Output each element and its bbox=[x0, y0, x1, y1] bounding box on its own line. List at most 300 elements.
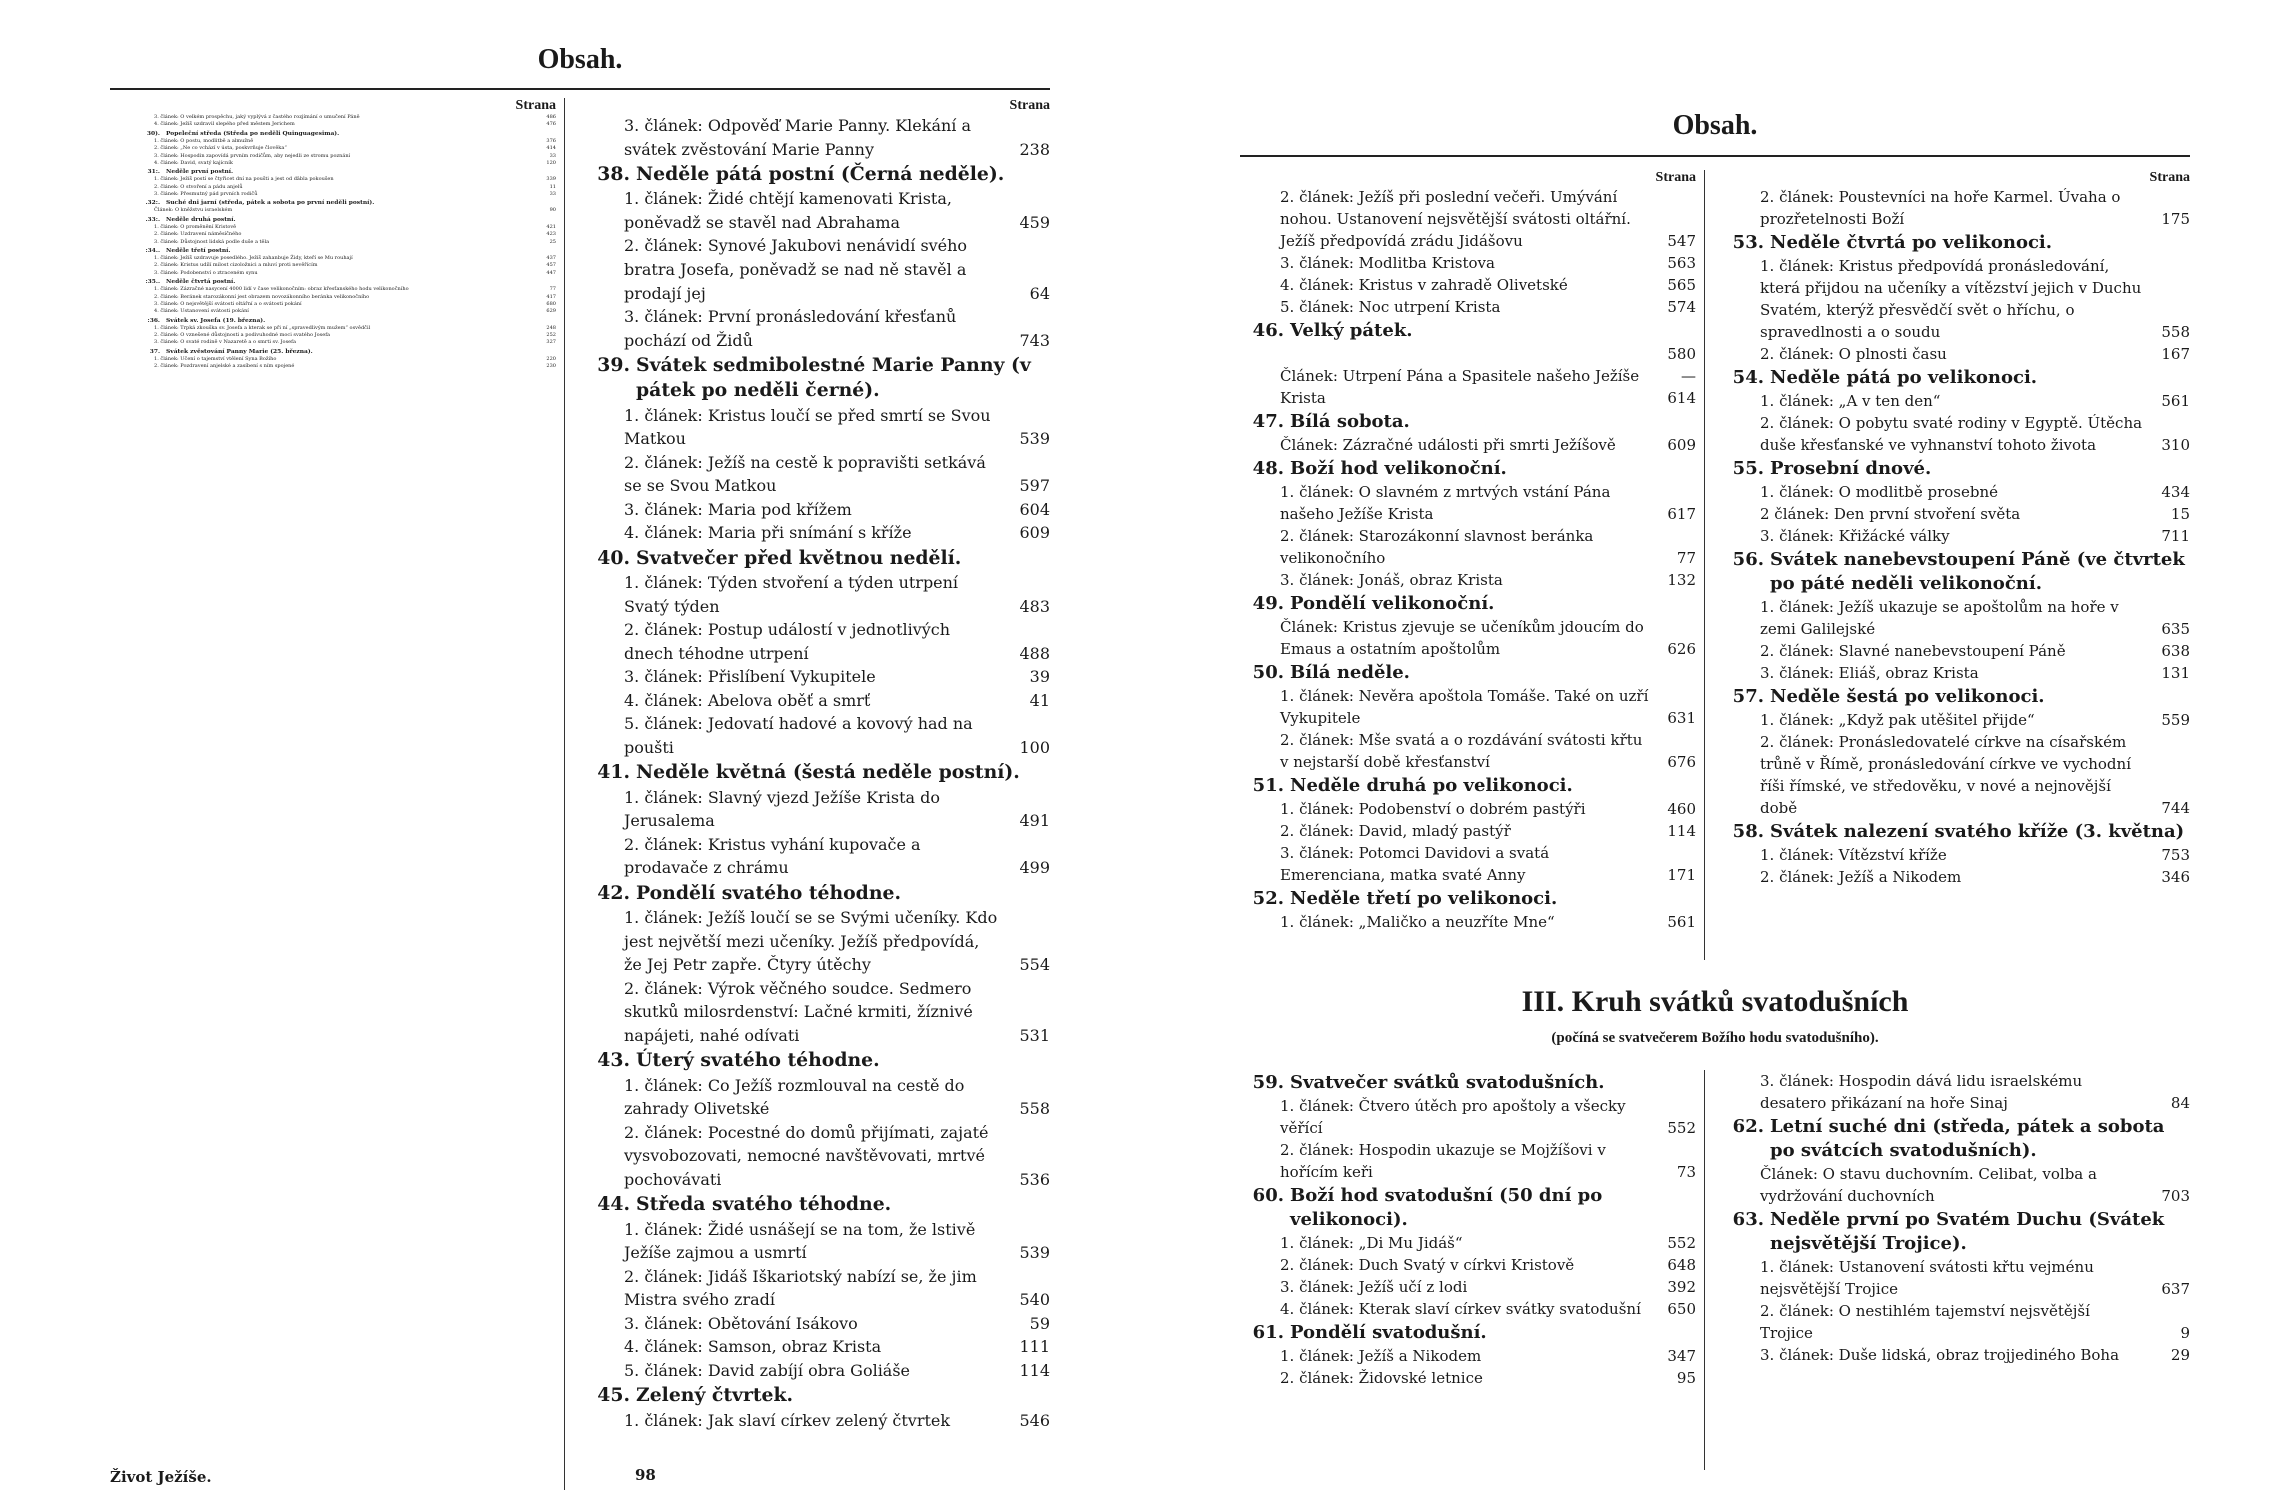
toc-entry bbox=[1240, 252, 1696, 274]
toc-entry bbox=[580, 404, 1050, 451]
section-title: Boží hod svatodušní (50 dní po velikonoci). bbox=[1290, 1185, 1603, 1230]
entry-title: 2. článek: Beránek starozákonní jest obrazem novozákonního beránka velikonočního bbox=[154, 293, 370, 300]
section-title: Prosební dnové. bbox=[1770, 458, 1932, 479]
section-number: 31:. bbox=[147, 168, 160, 176]
entry-title: 1. článek: Ježíš a Nikodem bbox=[1280, 1347, 1482, 1365]
entry-page-number: 483 bbox=[1019, 596, 1050, 616]
entry-title: 1. článek: Nevěra apoštola Tomáše. Také on uzří Vykupitele bbox=[1280, 687, 1649, 727]
entry-page-number: 392 bbox=[1667, 1278, 1696, 1296]
entry-title: 1. článek: Kristus předpovídá pronásledování, která přijdou na učeníky a vítězství jejich v Duchu Svatém, kterýž přesvědčí svět o hříchu, o spravedlnosti a o soudu bbox=[1760, 257, 2142, 341]
section-number: 48. bbox=[1252, 458, 1284, 479]
toc-entry bbox=[1720, 1070, 2190, 1114]
entry-page-number: 626 bbox=[1667, 640, 1696, 658]
toc-entry bbox=[580, 1409, 1050, 1433]
toc-entry bbox=[1720, 412, 2190, 456]
entry-title: 2. článek: Pronásledovatelé církve na císařském trůně v Římě, pronásledování církve ve vychodní říši římské, ve středověku, v nové a nejnovější době bbox=[1760, 733, 2131, 817]
toc-entry bbox=[580, 906, 1050, 977]
entry-page-number: 558 bbox=[2161, 323, 2190, 341]
entry-title: 3. článek: Modlitba Kristova bbox=[1280, 254, 1495, 272]
section-number: 59. bbox=[1252, 1072, 1284, 1093]
section-number: :35.. bbox=[145, 278, 160, 286]
toc-entry bbox=[110, 145, 556, 152]
toc-entry bbox=[110, 286, 556, 293]
entry-page-number: 114 bbox=[1019, 1360, 1050, 1380]
toc-entry bbox=[110, 160, 556, 167]
section-number: 50. bbox=[1252, 662, 1284, 683]
entry-title: 4. článek: Samson, obraz Krista bbox=[624, 1337, 882, 1357]
entry-page-number: 171 bbox=[1667, 866, 1696, 884]
entry-title: 2. článek: Mše svatá a o rozdávání svátosti křtu v nejstarší době křesťanství bbox=[1280, 731, 1643, 771]
entry-page-number: 559 bbox=[2161, 711, 2190, 729]
entry-title: 1. článek: „A v ten den“ bbox=[1760, 392, 1941, 410]
entry-page-number: 447 bbox=[546, 269, 556, 276]
toc-entry bbox=[580, 521, 1050, 545]
section-heading bbox=[1240, 661, 1696, 685]
entry-title: 2. článek: O vznešené důstojnosti a podivuhodné moci svatého Josefa bbox=[154, 332, 331, 339]
entry-title: 2. článek: Kristus udílí milost cizoložnici a mluví proti nevěřícím bbox=[154, 262, 318, 269]
toc-entry bbox=[580, 498, 1050, 522]
page-number: 98 bbox=[635, 1466, 656, 1484]
entry-title: 4. článek: Kterak slaví církev svátky svatodušní bbox=[1280, 1300, 1641, 1318]
entry-page-number: 536 bbox=[1019, 1169, 1050, 1189]
entry-title: 3. článek: O nejsvětější svátosti oltářní a o svátosti pokání bbox=[154, 300, 302, 307]
section-title: Svátek sedmibolestné Marie Panny (v pátek po neděli černé). bbox=[636, 354, 1031, 402]
toc-entry bbox=[1720, 640, 2190, 662]
entry-page-number: 743 bbox=[1019, 330, 1050, 350]
section-heading bbox=[580, 1383, 1050, 1408]
toc-entry bbox=[1720, 1344, 2190, 1366]
section-number: 54. bbox=[1732, 367, 1764, 388]
section-title: Neděle pátá po velikonoci. bbox=[1770, 367, 2038, 388]
toc-entry bbox=[1240, 1232, 1696, 1254]
entry-page-number: 100 bbox=[1019, 737, 1050, 757]
entry-title: 1. článek: „Maličko a neuzříte Mne“ bbox=[1280, 913, 1555, 931]
section-title: Neděle pátá postní (Černá neděle). bbox=[636, 163, 1005, 186]
toc-entry bbox=[1240, 842, 1696, 886]
entry-page-number: 77 bbox=[1676, 549, 1696, 567]
entry-page-number: 539 bbox=[1019, 429, 1050, 449]
section-title: Neděle druhá postní. bbox=[166, 215, 236, 223]
toc-entry bbox=[580, 786, 1050, 833]
toc-entry bbox=[1240, 1345, 1696, 1367]
entry-title: 2. článek: Jidáš Iškariotský nabízí se, že jim Mistra svého zradí bbox=[624, 1266, 977, 1310]
toc-entry bbox=[1240, 1139, 1696, 1183]
entry-title: 1. článek: Ježíš loučí se se Svými učeníky. Kdo jest největší mezi učeníky. Ježíš předpovídá, že Jej Petr zapře. Čtyry útěchy bbox=[624, 908, 998, 975]
entry-title: 1. článek: O modlitbě prosebné bbox=[1760, 483, 1998, 501]
section-title: Svátek sv. Josefa (19. března). bbox=[166, 316, 266, 324]
entry-page-number: 95 bbox=[1676, 1369, 1696, 1387]
toc-column-right-4 bbox=[1720, 1070, 2190, 1366]
section-heading bbox=[1240, 1071, 1696, 1095]
toc-column-left-1 bbox=[110, 98, 565, 1490]
entry-title: 1. článek: „Di Mu Jidáš“ bbox=[1280, 1234, 1463, 1252]
section-heading bbox=[1720, 1208, 2190, 1256]
section-heading bbox=[1240, 774, 1696, 798]
toc-entry bbox=[580, 187, 1050, 234]
section-heading bbox=[580, 760, 1050, 785]
entry-title: 2. článek: Ježíš při poslední večeři. Umývání nohou. Ustanovení nejsvětější svátosti oltářní. Ježíš předpovídá zrádu Jidášovu bbox=[1280, 188, 1631, 250]
toc-entry bbox=[580, 234, 1050, 305]
toc-entry bbox=[1240, 1254, 1696, 1276]
toc-entry bbox=[110, 153, 556, 160]
entry-title: 1. článek: Ustanovení svátosti křtu vejménu nejsvětější Trojice bbox=[1760, 1258, 2094, 1298]
toc-entry bbox=[580, 1335, 1050, 1359]
running-head-left: Obsah. bbox=[537, 44, 623, 75]
entry-title: 2. článek: Hospodin ukazuje se Mojžíšovi v hořícím keři bbox=[1280, 1141, 1606, 1181]
entry-page-number: 561 bbox=[1667, 913, 1696, 931]
entry-title: 5. článek: Noc utrpení Krista bbox=[1280, 298, 1501, 316]
toc-entry bbox=[1720, 709, 2190, 731]
entry-page-number: 230 bbox=[546, 363, 556, 370]
entry-page-number: 580—614 bbox=[1667, 345, 1696, 407]
toc-entry bbox=[1720, 866, 2190, 888]
entry-page-number: 680 bbox=[546, 300, 556, 307]
toc-entry bbox=[1240, 343, 1696, 409]
entry-page-number: 711 bbox=[2161, 527, 2190, 545]
entry-title: 1. článek: Zázračné nasycení 4000 lidí v čase velikonočním: obraz křesťanského hodu velikonočního bbox=[154, 286, 409, 293]
toc-entry bbox=[1240, 729, 1696, 773]
section-title: Zelený čtvrtek. bbox=[636, 1384, 794, 1407]
entry-page-number: 635 bbox=[2161, 620, 2190, 638]
section-title: Bílá sobota. bbox=[1290, 411, 1410, 432]
entry-title: 2. článek: Ježíš a Nikodem bbox=[1760, 868, 1962, 886]
entry-title: 1. článek: Slavný vjezd Ježíše Krista do Jerusalema bbox=[624, 787, 940, 831]
entry-page-number: 252 bbox=[546, 332, 556, 339]
toc-entry bbox=[580, 1074, 1050, 1121]
entry-title: 3. článek: Hospodin dává lidu israelskému desatero přikázaní na hoře Sinaj bbox=[1760, 1072, 2083, 1112]
toc-entry bbox=[110, 262, 556, 269]
entry-title: 1. článek: O slavném z mrtvých vstání Pána našeho Ježíše Krista bbox=[1280, 483, 1611, 523]
toc-entry bbox=[110, 308, 556, 315]
section-number: 53. bbox=[1732, 232, 1764, 253]
entry-title: 3. článek: Duše lidská, obraz trojjediného Boha bbox=[1760, 1346, 2120, 1364]
section-number: 55. bbox=[1732, 458, 1764, 479]
toc-entry bbox=[1720, 731, 2190, 819]
section-heading bbox=[580, 353, 1050, 404]
toc-entry bbox=[580, 712, 1050, 759]
entry-page-number: 29 bbox=[2170, 1346, 2190, 1364]
entry-page-number: 131 bbox=[2161, 664, 2190, 682]
section-title: Boží hod velikonoční. bbox=[1290, 458, 1507, 479]
section-number: .32:. bbox=[145, 199, 160, 207]
entry-page-number: 552 bbox=[1667, 1234, 1696, 1252]
toc-entry bbox=[110, 270, 556, 277]
entry-page-number: 111 bbox=[1019, 1337, 1050, 1357]
section-title: Popeleční středa (Středa po neděli Quinguagesima). bbox=[166, 129, 340, 137]
toc-entry bbox=[110, 231, 556, 238]
entry-page-number: 676 bbox=[1667, 753, 1696, 771]
toc-entry bbox=[1720, 525, 2190, 547]
section-title: Letní suché dni (středa, pátek a sobota po svátcích svatodušních). bbox=[1770, 1116, 2165, 1161]
entry-page-number: 25 bbox=[549, 238, 556, 245]
left-page bbox=[110, 0, 1050, 1500]
toc-entry bbox=[110, 363, 556, 370]
section-heading bbox=[1720, 366, 2190, 390]
header-rule bbox=[1240, 155, 2190, 157]
toc-entry bbox=[1720, 596, 2190, 640]
entry-page-number: 459 bbox=[1019, 212, 1050, 232]
entry-title: 2. článek: Výrok věčného soudce. Sedmero skutků milosrdenství: Lačné krmiti, žíznivé napájeti, nahé odívati bbox=[624, 978, 973, 1045]
entry-title: 1. článek: Židé chtějí kamenovati Krista, poněvadž se stavěl nad Abrahama bbox=[624, 189, 952, 232]
entry-page-number: 84 bbox=[2170, 1094, 2190, 1112]
entry-title: 1. článek: Ježíš postí se čtyřicet dní na poušti a jest od ďábla pokoušen bbox=[154, 176, 334, 183]
running-head-right: Obsah. bbox=[1672, 110, 1758, 141]
entry-title: 3. článek: O svaté rodině v Nazaretě a o smrti sv. Josefa bbox=[154, 339, 296, 346]
section-title: Neděle šestá po velikonoci. bbox=[1770, 686, 2045, 707]
entry-page-number: 33 bbox=[549, 191, 556, 198]
entry-title: 2. článek: Židovské letnice bbox=[1280, 1369, 1483, 1387]
section-title: Neděle druhá po velikonoci. bbox=[1290, 775, 1573, 796]
entry-page-number: 114 bbox=[1667, 822, 1696, 840]
toc-entry bbox=[1240, 911, 1696, 933]
toc-entry bbox=[110, 339, 556, 346]
entry-title: 2. článek: „Ne co vchází v ústa, poskvrňuje člověka“ bbox=[154, 145, 287, 152]
toc-entry bbox=[110, 184, 556, 191]
toc-entry bbox=[580, 833, 1050, 880]
entry-title: 3. článek: Jonáš, obraz Krista bbox=[1280, 571, 1503, 589]
toc-entry bbox=[110, 207, 556, 214]
entry-page-number: 574 bbox=[1667, 298, 1696, 316]
section-number: 46. bbox=[1252, 320, 1284, 341]
footer-signature: Život Ježíše. bbox=[110, 1468, 212, 1486]
section-number: 39. bbox=[597, 354, 630, 377]
entry-page-number: 414 bbox=[546, 145, 556, 152]
toc-entry bbox=[1240, 296, 1696, 318]
entry-title: 1. článek: Jak slaví církev zelený čtvrtek bbox=[624, 1410, 951, 1430]
entry-page-number: 376 bbox=[546, 137, 556, 144]
entry-title: 1. článek: Vítězství kříže bbox=[1760, 846, 1947, 864]
entry-page-number: 73 bbox=[1676, 1163, 1696, 1181]
entry-page-number: 120 bbox=[546, 159, 556, 166]
toc-entry bbox=[1240, 798, 1696, 820]
entry-title: 3. článek: První pronásledování křesťanů pochází od Židů bbox=[624, 307, 957, 350]
toc-entry bbox=[1240, 569, 1696, 591]
entry-page-number: 33 bbox=[549, 152, 556, 159]
entry-page-number: 346 bbox=[2161, 868, 2190, 886]
section-heading bbox=[1240, 319, 1696, 343]
toc-entry bbox=[1240, 820, 1696, 842]
toc-entry bbox=[580, 1359, 1050, 1383]
entry-title: 1. článek: Čtvero útěch pro apoštoly a všecky věřící bbox=[1280, 1097, 1626, 1137]
entry-title: 1. článek: Trpká zkouška sv. Josefa a kterak se při ní „spravedlivým mužem“ osvědčil bbox=[154, 324, 371, 331]
entry-title: 2. článek: Slavné nanebevstoupení Páně bbox=[1760, 642, 2066, 660]
entry-title: 2. článek: David, mladý pastýř bbox=[1280, 822, 1511, 840]
entry-title: 3. článek: Podobenství o ztraceném synu bbox=[154, 269, 258, 276]
entry-page-number: 486 bbox=[546, 114, 556, 120]
entry-page-number: 563 bbox=[1667, 254, 1696, 272]
section-number: 30). bbox=[146, 129, 160, 137]
entry-title: 4. článek: Ustanovení svátosti pokání bbox=[154, 308, 249, 315]
header-rule bbox=[110, 88, 1050, 90]
entry-page-number: 167 bbox=[2161, 345, 2190, 363]
entry-title: 1. článek: Učení o tajemství vtělení Syna Božího bbox=[154, 355, 277, 362]
section-heading bbox=[110, 216, 556, 224]
section-title: Pondělí svatodušní. bbox=[1290, 1322, 1487, 1343]
section-heading bbox=[1240, 887, 1696, 911]
section-heading bbox=[1240, 410, 1696, 434]
entry-title: 1. článek: Týden stvoření a týden utrpení Svatý týden bbox=[624, 573, 959, 616]
toc-entry bbox=[580, 114, 1050, 161]
entry-title: 2. článek: Postup událostí v jednotlivých dnech téhodne utrpení bbox=[624, 620, 951, 663]
section-heading bbox=[1720, 685, 2190, 709]
toc-entry bbox=[110, 325, 556, 332]
entry-page-number: 327 bbox=[546, 339, 556, 346]
entry-page-number: 238 bbox=[1019, 139, 1050, 159]
section-title: Suché dni jarní (středa, pátek a sobota po první neděli postní). bbox=[166, 199, 375, 207]
entry-page-number: 64 bbox=[1029, 283, 1050, 303]
toc-entry bbox=[580, 1265, 1050, 1312]
entry-title: 2. článek: Poustevníci na hoře Karmel. Úvaha o prozřetelnosti Boží bbox=[1760, 188, 2121, 228]
entry-page-number: 558 bbox=[1019, 1099, 1050, 1119]
section-heading bbox=[110, 278, 556, 286]
toc-entry bbox=[580, 1218, 1050, 1265]
entry-title: 4. článek: Ježíš uzdravil slepého před městem Jerichem bbox=[154, 121, 295, 128]
entry-title: 1. článek: Ježíš uzdravuje posedlého. Ježíš zahanbuje Židy, kteří se Mu rouhají bbox=[154, 255, 353, 261]
entry-title: 2. článek: O stvoření a pádu anjelů bbox=[154, 183, 243, 190]
toc-entry bbox=[110, 176, 556, 183]
toc-entry bbox=[1720, 255, 2190, 343]
entry-page-number: 609 bbox=[1019, 523, 1050, 543]
entry-title: 3. článek: Přislíbení Vykupitele bbox=[624, 667, 876, 687]
strana-label: Strana bbox=[2149, 170, 2190, 185]
section-number: 62. bbox=[1732, 1116, 1764, 1137]
entry-page-number: 310 bbox=[2161, 436, 2190, 454]
toc-entry bbox=[1720, 662, 2190, 684]
entry-title: Článek: O kněžstvu israelském bbox=[154, 207, 233, 214]
entry-title: 1. článek: Co Ježíš rozmlouval na cestě do zahrady Olivetské bbox=[624, 1075, 965, 1119]
section-heading bbox=[1720, 1115, 2190, 1163]
entry-title: Článek: O stavu duchovním. Celibat, volba a vydržování duchovních bbox=[1760, 1165, 2097, 1205]
entry-title: 2. článek: Starozákonní slavnost beránka velikonočního bbox=[1280, 527, 1594, 567]
section-number: 40. bbox=[597, 546, 630, 569]
section-number: 52. bbox=[1252, 888, 1284, 909]
section-title: Svatvečer svátků svatodušních. bbox=[1290, 1072, 1605, 1093]
toc-entry bbox=[580, 618, 1050, 665]
toc-entry bbox=[110, 294, 556, 301]
section-heading bbox=[1720, 548, 2190, 596]
entry-page-number: 77 bbox=[549, 286, 556, 293]
entry-title: 1. článek: O proměnění Kristově bbox=[154, 223, 237, 230]
entry-title: 5. článek: Jedovatí hadové a kovový had na poušti bbox=[624, 714, 973, 757]
toc-entry bbox=[580, 571, 1050, 618]
entry-title: 1. článek: „Když pak utěšitel přijde“ bbox=[1760, 711, 2035, 729]
entry-page-number: 617 bbox=[1667, 505, 1696, 523]
entry-page-number: 423 bbox=[546, 231, 556, 238]
section-number: 49. bbox=[1252, 593, 1284, 614]
section-title: Neděle čtvrtá postní. bbox=[166, 278, 236, 286]
toc-column-right-2 bbox=[1720, 170, 2190, 888]
entry-title: Článek: Kristus zjevuje se učeníkům jdoucím do Emaus a ostatním apoštolům bbox=[1280, 618, 1644, 658]
entry-page-number: 15 bbox=[2170, 505, 2190, 523]
toc-entry bbox=[580, 305, 1050, 352]
section-heading bbox=[1240, 1321, 1696, 1345]
toc-entry bbox=[1720, 343, 2190, 365]
section-number: 41. bbox=[597, 761, 630, 784]
entry-title: 3. článek: Eliáš, obraz Krista bbox=[1760, 664, 1979, 682]
toc-entry bbox=[1720, 1256, 2190, 1300]
entry-title: 4. článek: Maria při snímání s kříže bbox=[624, 523, 912, 543]
section-title: Svatvečer před květnou nedělí. bbox=[636, 546, 962, 569]
entry-page-number: 9 bbox=[2180, 1324, 2190, 1342]
section-title: Neděle čtvrtá po velikonoci. bbox=[1770, 232, 2053, 253]
section-title: Pondělí svatého téhodne. bbox=[636, 881, 901, 904]
entry-page-number: 703 bbox=[2161, 1187, 2190, 1205]
toc-entry bbox=[580, 451, 1050, 498]
section-heading bbox=[1240, 457, 1696, 481]
section-title: Svátek nanebevstoupení Páně (ve čtvrtek po páté neděli velikonoční. bbox=[1770, 549, 2185, 594]
toc-entry bbox=[1720, 1163, 2190, 1207]
section-number: 43. bbox=[597, 1049, 630, 1072]
entry-title: 2. článek: O pobytu svaté rodiny v Egyptě. Útěcha duše křesťanské ve vyhnanství tohoto života bbox=[1760, 414, 2143, 454]
entry-page-number: 629 bbox=[546, 308, 556, 315]
toc-entry bbox=[1240, 1367, 1696, 1389]
entry-title: 1. článek: Kristus loučí se před smrtí se Svou Matkou bbox=[624, 405, 991, 449]
entry-page-number: 631 bbox=[1667, 709, 1696, 727]
section-title: Neděle první po Svatém Duchu (Svátek nejsvětější Trojice). bbox=[1770, 1209, 2165, 1254]
entry-page-number: 491 bbox=[1019, 811, 1050, 831]
section-title: Pondělí velikonoční. bbox=[1290, 593, 1495, 614]
toc-entry bbox=[1240, 434, 1696, 456]
section-heading bbox=[1240, 592, 1696, 616]
part-title: III. Kruh svátků svatodušních bbox=[1521, 985, 1909, 1018]
toc-entry bbox=[580, 1121, 1050, 1192]
entry-title: 3. článek: Důstojnost lidská podle duše a těla bbox=[154, 238, 270, 245]
entry-page-number: 648 bbox=[1667, 1256, 1696, 1274]
section-heading bbox=[580, 1192, 1050, 1217]
section-title: Neděle třetí po velikonoci. bbox=[1290, 888, 1558, 909]
entry-page-number: 540 bbox=[1019, 1290, 1050, 1310]
entry-page-number: 637 bbox=[2161, 1280, 2190, 1298]
section-number: 37. bbox=[149, 347, 160, 355]
entry-page-number: 347 bbox=[1667, 1347, 1696, 1365]
entry-page-number: 220 bbox=[546, 355, 556, 362]
section-number: 57. bbox=[1732, 686, 1764, 707]
section-number: 38. bbox=[597, 163, 630, 186]
section-heading bbox=[580, 546, 1050, 571]
entry-title: 2. článek: Pozdravení anjelské a zasíbení s ním spojené bbox=[154, 363, 295, 370]
entry-page-number: 499 bbox=[1019, 858, 1050, 878]
toc-entry bbox=[1720, 1300, 2190, 1344]
toc-entry bbox=[1240, 616, 1696, 660]
entry-title: 1. článek: Podobenství o dobrém pastýři bbox=[1280, 800, 1586, 818]
part-subtitle: (počíná se svatvečerem Božího hodu svatodušního). bbox=[1551, 1030, 1879, 1046]
entry-page-number: 597 bbox=[1019, 476, 1050, 496]
entry-title: Článek: Utrpení Pána a Spasitele našeho Ježíše Krista bbox=[1280, 367, 1640, 407]
entry-page-number: 59 bbox=[1029, 1313, 1050, 1333]
entry-page-number: 41 bbox=[1029, 690, 1050, 710]
entry-title: 1. článek: Židé usnášejí se na tom, že lstivě Ježíše zajmou a usmrtí bbox=[624, 1219, 976, 1263]
entry-page-number: 554 bbox=[1019, 955, 1050, 975]
section-heading bbox=[110, 348, 556, 356]
section-number: 47. bbox=[1252, 411, 1284, 432]
entry-page-number: 547 bbox=[1667, 232, 1696, 250]
section-number: .33:. bbox=[145, 215, 160, 223]
entry-page-number: 650 bbox=[1667, 1300, 1696, 1318]
section-number: 63. bbox=[1732, 1209, 1764, 1230]
entry-page-number: 604 bbox=[1019, 499, 1050, 519]
toc-entry bbox=[1240, 1298, 1696, 1320]
section-heading bbox=[110, 317, 556, 325]
section-title: Neděle třetí postní. bbox=[166, 247, 231, 255]
toc-entry bbox=[1720, 186, 2190, 230]
toc-column-left-2 bbox=[580, 98, 1050, 1432]
entry-title: Článek: Zázračné události při smrti Ježíšově bbox=[1280, 436, 1616, 454]
toc-entry bbox=[1720, 390, 2190, 412]
entry-page-number: 175 bbox=[2161, 210, 2190, 228]
entry-title: 5. článek: David zabíjí obra Goliáše bbox=[624, 1360, 910, 1380]
entry-page-number: 11 bbox=[549, 183, 556, 190]
entry-page-number: 561 bbox=[2161, 392, 2190, 410]
